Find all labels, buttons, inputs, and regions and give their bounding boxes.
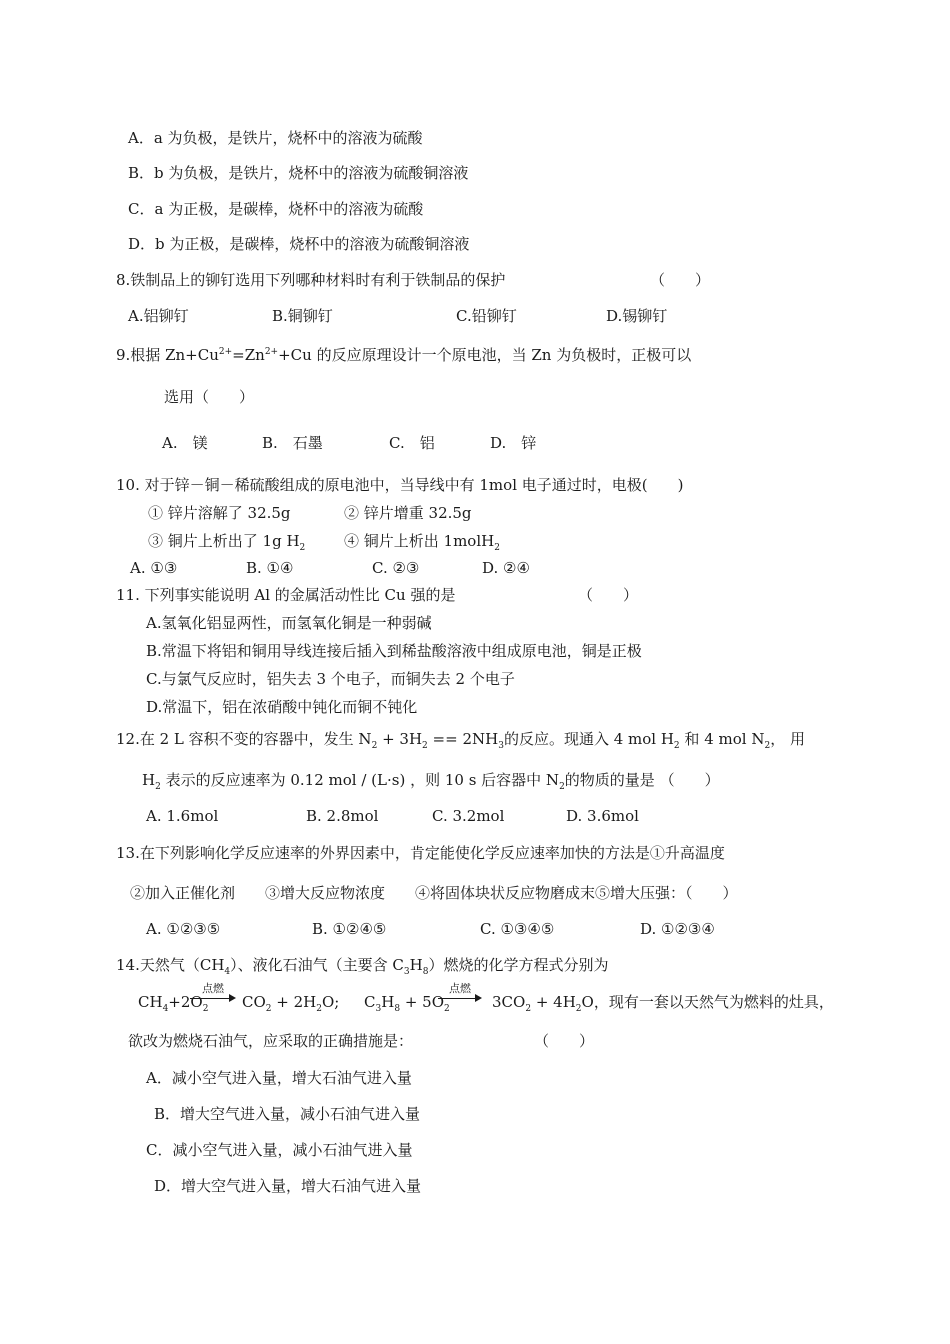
- q12-option-d: D. 3.6mol: [566, 807, 639, 825]
- q9-option-c: C. 铝: [389, 434, 435, 452]
- q7-option-c: C．a 为正极，是碳棒，烧杯中的溶液为硫酸: [128, 200, 424, 218]
- q7-option-b: B．b 为负极，是铁片，烧杯中的溶液为硫酸铜溶液: [128, 164, 469, 182]
- q10-statement-3: ③ 铜片上析出了 1g $H_2$: [148, 532, 306, 553]
- q9-stem-line2: 选用（ ）: [164, 388, 255, 406]
- q13-option-c: C. ①③④⑤: [480, 920, 555, 938]
- q7-option-a: A．a 为负极，是铁片，烧杯中的溶液为硫酸: [128, 129, 423, 147]
- q14-arrow-1: 点燃: [190, 987, 236, 1007]
- q13-stem-line2: ②加入正催化剂 ③增大反应物浓度 ④将固体块状反应物磨成末⑤增大压强：（ ）: [130, 884, 738, 902]
- q11-option-d: D.常温下，铝在浓硝酸中钝化而铜不钝化: [146, 698, 418, 716]
- q14-equation-1-reactants: $CH_4+2O_2$: [138, 993, 209, 1014]
- q11-option-b: B.常温下将铝和铜用导线连接后插入到稀盐酸溶液中组成原电池，铜是正极: [146, 642, 642, 660]
- q8-option-c: C.铅铆钉: [456, 307, 517, 325]
- q13-option-a: A. ①②③⑤: [146, 920, 221, 938]
- q14-answer-bracket: （ ）: [534, 1032, 595, 1050]
- q12-option-c: C. 3.2mol: [432, 807, 505, 825]
- q12-stem: 12.在 2 L 容积不变的容器中，发生 $N_2 + 3H_2 == 2NH_3$的反应。现通入 4 mol $H_2$ 和 4 mol $N_2$， 用: [116, 730, 805, 751]
- q10-statement-4: ④ 铜片上析出 1molH$_2$: [344, 532, 500, 553]
- q12-option-b: B. 2.8mol: [306, 807, 379, 825]
- q13-stem: 13.在下列影响化学反应速率的外界因素中，肯定能使化学反应速率加快的方法是①升高温度: [116, 844, 725, 862]
- q14-arrow-2: 点燃: [438, 987, 482, 1007]
- q8-option-d: D.锡铆钉: [606, 307, 668, 325]
- q14-option-a: A．减小空气进入量，增大石油气进入量: [146, 1069, 412, 1087]
- q14-stem: 14.天然气$(CH_4)$、液化石油气（主要含 $C_3H_8$）燃烧的化学方程式分别为: [116, 956, 609, 977]
- q10-option-d: D. ②④: [482, 559, 530, 577]
- q8-answer-bracket: （ ）: [650, 271, 711, 289]
- q8-stem: 8.铁制品上的铆钉选用下列哪种材料时有利于铁制品的保护: [116, 271, 506, 289]
- q8-option-b: B.铜铆钉: [272, 307, 333, 325]
- q14-stem-line3: 欲改为燃烧石油气，应采取的正确措施是：: [128, 1032, 414, 1050]
- q10-option-a: A. ①③: [130, 559, 178, 577]
- q11-stem: 11. 下列事实能说明 Al 的金属活动性比 Cu 强的是: [116, 586, 456, 604]
- q14-equation-2-reactants: $C_3H_8 + 5O_2$: [364, 993, 450, 1014]
- q14-option-c: C．减小空气进入量，减小石油气进入量: [146, 1141, 413, 1159]
- q14-option-b: B．增大空气进入量，减小石油气进入量: [154, 1105, 421, 1123]
- q14-equation-1-products: $CO_2 + 2H_2O$;: [242, 993, 340, 1014]
- q11-option-c: C.与氯气反应时，铝失去 3 个电子，而铜失去 2 个电子: [146, 670, 515, 688]
- q9-stem: 9.根据 $Zn+Cu^{2+}=Zn^{2+}+Cu$ 的反应原理设计一个原电池，当 Zn 为负极时，正极可以: [116, 346, 692, 364]
- q10-stem: 10. 对于锌－铜－稀硫酸组成的原电池中，当导线中有 1mol 电子通过时，电极( ): [116, 476, 684, 494]
- q10-option-c: C. ②③: [372, 559, 420, 577]
- q9-option-d: D. 锌: [490, 434, 537, 452]
- q14-equation-2-products: $3CO_2 + 4H_2O$，现有一套以天然气为燃料的灶具，: [492, 993, 834, 1014]
- q11-answer-bracket: （ ）: [578, 586, 639, 604]
- q14-option-d: D．增大空气进入量，增大石油气进入量: [154, 1177, 422, 1195]
- q7-option-d: D．b 为正极，是碳棒，烧杯中的溶液为硫酸铜溶液: [128, 235, 470, 253]
- q10-option-b: B. ①④: [246, 559, 294, 577]
- q12-stem-line2: $H_2$ 表示的反应速率为 0.12 mol / (L·s) ，则 10 s 后容器中 $N_2$的物质的量是 （ ）: [142, 771, 720, 792]
- q10-statement-1: ① 锌片溶解了 32.5g: [148, 504, 291, 522]
- q10-statement-2: ② 锌片增重 32.5g: [344, 504, 472, 522]
- q8-option-a: A.铝铆钉: [128, 307, 189, 325]
- q13-option-d: D. ①②③④: [640, 920, 715, 938]
- q9-option-a: A. 镁: [162, 434, 208, 452]
- q11-option-a: A.氢氧化铝显两性，而氢氧化铜是一种弱碱: [146, 614, 432, 632]
- q13-option-b: B. ①②④⑤: [312, 920, 387, 938]
- q9-option-b: B. 石墨: [262, 434, 323, 452]
- q12-option-a: A. 1.6mol: [146, 807, 219, 825]
